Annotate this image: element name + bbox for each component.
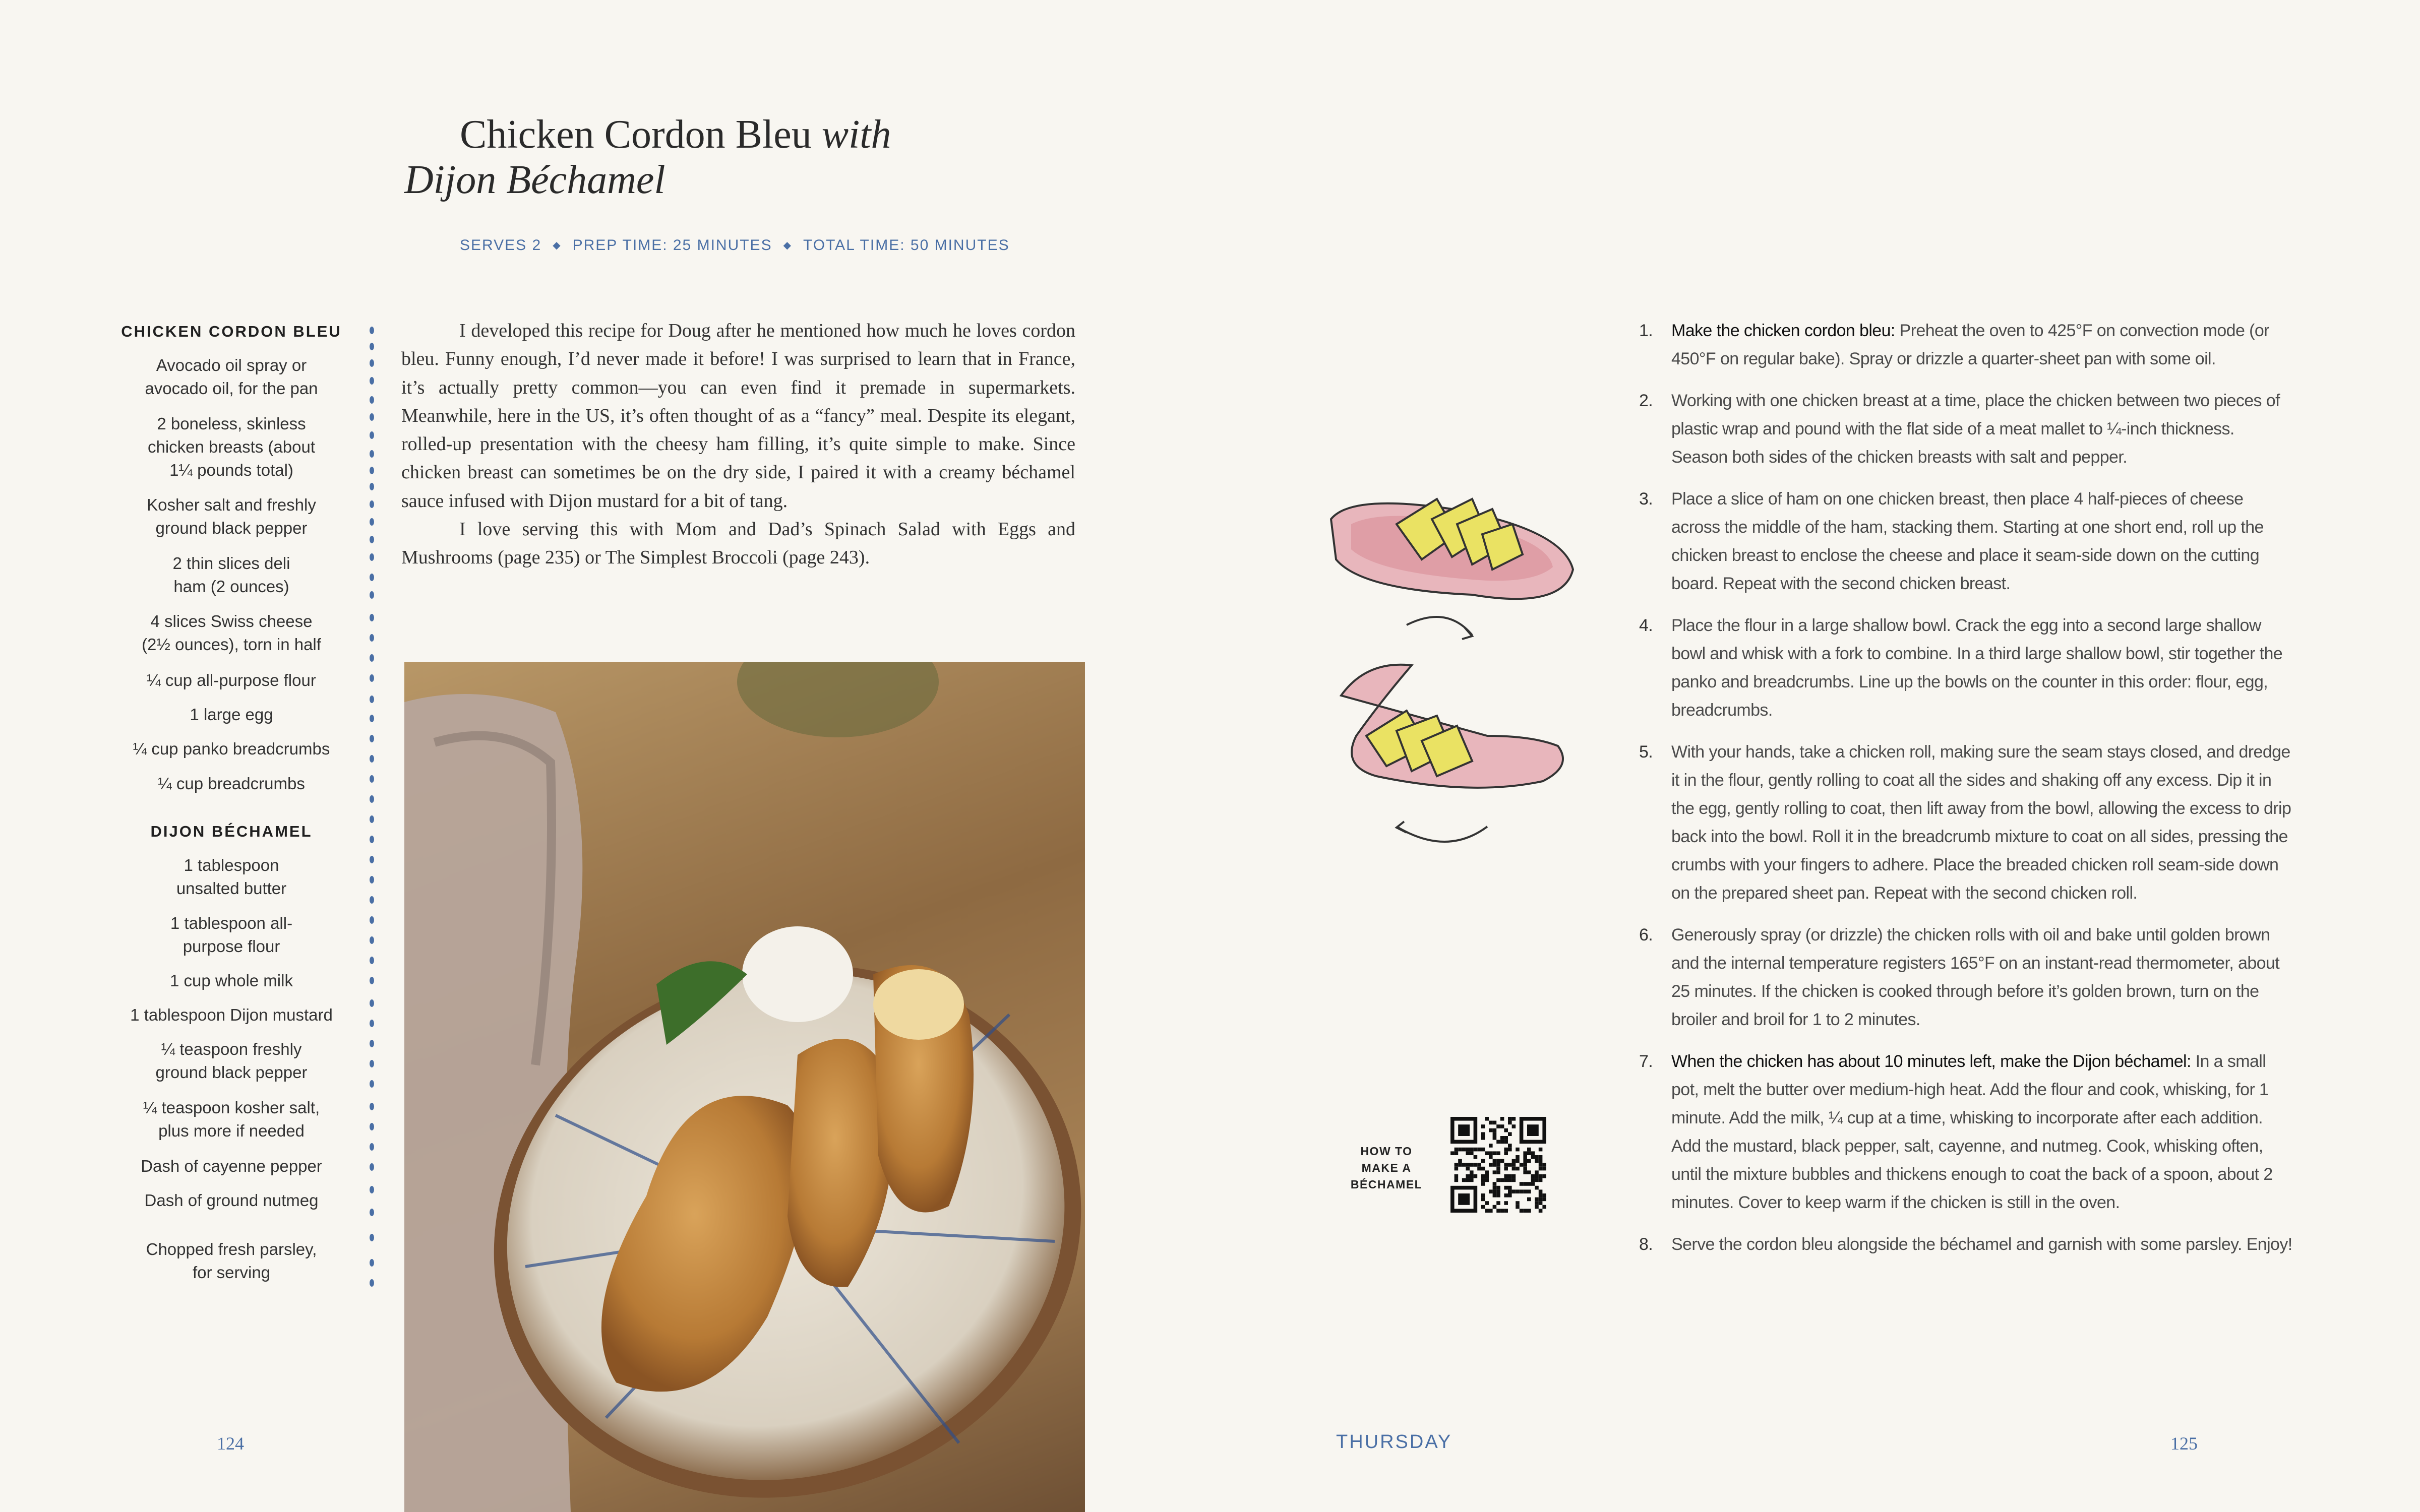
- method-step: [1639, 1047, 2294, 1217]
- ingredient-line: ground black pepper: [155, 519, 308, 537]
- dot-divider-icon: [370, 450, 374, 458]
- dot-divider-icon: [370, 1234, 374, 1241]
- dot-divider-icon: [370, 1040, 374, 1047]
- qr-label-line: HOW TO: [1360, 1145, 1413, 1158]
- dot-divider-icon: [370, 1020, 374, 1027]
- ingredient-line: Dash of cayenne pepper: [141, 1157, 322, 1175]
- dot-divider-icon: [370, 500, 374, 508]
- step-number: 1.: [1639, 321, 1653, 340]
- ingredient-line: 1 cup whole milk: [170, 971, 293, 990]
- dot-divider-icon: [370, 957, 374, 964]
- method-step: [1639, 611, 2294, 724]
- step-lead: Make the chicken cordon bleu:: [1671, 321, 1895, 340]
- dot-divider-icon: [370, 536, 374, 543]
- dot-divider-icon: [370, 1080, 374, 1088]
- intro-paragraph: I love serving this with Mom and Dad’s Spinach Salad with Eggs and Mushrooms (page 235) or The Simplest Broccoli (page 243).: [401, 519, 1075, 569]
- dot-divider-icon: [370, 634, 374, 642]
- dot-divider-icon: [370, 518, 374, 526]
- ingredient-line: ¼ cup breadcrumbs: [158, 774, 305, 793]
- ingredient-line: Kosher salt and freshly: [147, 495, 316, 514]
- ingredient-item: [100, 354, 362, 400]
- dot-divider-icon: [370, 396, 374, 404]
- dot-divider-icon: [370, 815, 374, 823]
- separator-icon: ◆: [783, 240, 792, 251]
- ingredient-line: for serving: [192, 1263, 271, 1282]
- dot-divider-icon: [370, 1259, 374, 1267]
- ingredient-section-heading: DIJON BÉCHAMEL: [150, 823, 313, 840]
- dot-divider-icon: [370, 775, 374, 783]
- rolling-illustration: [1321, 474, 1583, 907]
- step-text: Place a slice of ham on one chicken breast, then place 4 half-pieces of cheese across the middle of the ham, stacking them. Starting at one short end, roll up the chicken breast to enclose the cheese and place it seam-side down on the cutting board. Repeat with the second chicken breast.: [1671, 489, 2264, 593]
- step-lead: When the chicken has about 10 minutes left, make the Dijon béchamel:: [1671, 1052, 2191, 1071]
- ingredient-line: Chopped fresh parsley,: [146, 1240, 317, 1258]
- method-step: [1639, 387, 2294, 471]
- qr-code[interactable]: [1450, 1117, 1546, 1213]
- dot-divider-icon: [370, 936, 374, 944]
- ingredient-line: ground black pepper: [155, 1063, 308, 1082]
- method-step: [1639, 485, 2294, 598]
- ingredient-line: 1 large egg: [190, 705, 273, 724]
- dot-divider-icon: [370, 916, 374, 924]
- step-number: 4.: [1639, 616, 1653, 635]
- step-text: Place the flour in a large shallow bowl. Crack the egg into a second large shallow bowl and whisk with a fork to combine. In a third large shallow bowl, stir together the panko and breadcrumbs. Line up the bowls on the counter in this order: flour, egg, breadcrumbs.: [1671, 616, 2283, 720]
- dot-divider-icon: [370, 327, 374, 334]
- dot-divider-icon: [370, 483, 374, 490]
- ingredient-item: [100, 1038, 362, 1084]
- ingredient-item: [100, 669, 362, 692]
- page-number-right: 125: [2170, 1433, 2198, 1454]
- ingredient-line: ¼ teaspoon freshly: [161, 1040, 302, 1058]
- dot-divider-icon: [370, 977, 374, 984]
- serves: SERVES 2: [460, 237, 542, 254]
- dot-divider-icon: [370, 343, 374, 350]
- step-text: Generously spray (or drizzle) the chicken rolls with oil and bake until golden brown and the internal temperature registers 165°F on an instant-read thermometer, about 25 minutes. If the chicken is cooked through before it’s golden brown, turn on the broiler and broil for 1 to 2 minutes.: [1671, 925, 2280, 1029]
- ingredient-item: [100, 772, 362, 795]
- ingredient-line: ¼ teaspoon kosher salt,: [143, 1098, 320, 1117]
- dot-divider-icon: [370, 856, 374, 863]
- step-number: 7.: [1639, 1052, 1653, 1071]
- ingredient-item: [100, 1238, 362, 1284]
- dot-divider-icon: [370, 431, 374, 439]
- ingredient-item: [100, 1189, 362, 1212]
- title-main: Chicken Cordon Bleu: [460, 112, 812, 157]
- ingredient-line: plus more if needed: [158, 1121, 305, 1140]
- ingredient-line: chicken breasts (about: [147, 437, 315, 456]
- dot-divider-icon: [370, 735, 374, 742]
- dot-divider-icon: [370, 999, 374, 1007]
- dot-divider-icon: [370, 413, 374, 421]
- dot-divider-icon: [370, 359, 374, 367]
- step-number: 3.: [1639, 489, 1653, 509]
- ingredient-line: (2½ ounces), torn in half: [142, 635, 321, 654]
- ingredient-line: unsalted butter: [176, 879, 287, 898]
- ingredient-line: 1 tablespoon: [184, 856, 279, 874]
- ingredient-line: 2 thin slices deli: [172, 554, 290, 573]
- ingredient-line: purpose flour: [183, 937, 280, 956]
- dot-divider-icon: [370, 1103, 374, 1110]
- dot-divider-icon: [370, 755, 374, 763]
- dot-divider-icon: [370, 591, 374, 599]
- ingredient-line: avocado oil, for the pan: [145, 379, 318, 398]
- ingredient-item: [100, 737, 362, 761]
- ingredient-line: ¼ cup panko breadcrumbs: [133, 739, 330, 758]
- ingredient-item: [100, 493, 362, 540]
- dot-divider-icon: [370, 795, 374, 803]
- ingredient-item: [100, 969, 362, 992]
- dot-divider-icon: [370, 574, 374, 581]
- ingredient-line: ham (2 ounces): [173, 577, 289, 596]
- qr-label: [1341, 1143, 1432, 1193]
- ingredient-item: [100, 412, 362, 482]
- dot-divider-icon: [370, 1186, 374, 1193]
- step-text: In a small pot, melt the butter over medium-high heat. Add the flour and cook, whisking, for 1 minute. Add the milk, ¼ cup at a time, whisking to incorporate after each addition. Add the mustard, black pepper, salt, cayenne, and nutmeg. Cook, whisking often, until the mixture bubbles and thickens enough to coat the back of a spoon, about 2 minutes. Cover to keep warm if the chicken is still in the oven.: [1671, 1052, 2273, 1212]
- step-number: 5.: [1639, 742, 1653, 762]
- method-steps: [1639, 317, 2294, 1272]
- ingredient-line: 1 tablespoon all-: [170, 914, 293, 932]
- recipe-title-line1: [460, 112, 891, 157]
- dot-divider-icon: [370, 896, 374, 904]
- dot-divider-icon: [370, 1279, 374, 1287]
- total-time: TOTAL TIME: 50 MINUTES: [803, 237, 1010, 254]
- page-number-left: 124: [217, 1433, 244, 1454]
- dot-divider-icon: [370, 1060, 374, 1067]
- dot-divider-icon: [370, 1123, 374, 1130]
- ingredient-line: Avocado oil spray or: [156, 356, 307, 374]
- dot-divider-icon: [370, 654, 374, 662]
- ingredient-line: 1 tablespoon Dijon mustard: [130, 1005, 333, 1024]
- dish-photo: [404, 662, 1085, 1512]
- step-number: 2.: [1639, 391, 1653, 410]
- dot-divider-icon: [370, 1209, 374, 1216]
- ingredient-section-heading: CHICKEN CORDON BLEU: [121, 323, 342, 340]
- running-head: THURSDAY: [1336, 1431, 1453, 1453]
- ingredient-line: 4 slices Swiss cheese: [150, 612, 313, 631]
- method-step: [1639, 317, 2294, 373]
- intro-paragraph: I developed this recipe for Doug after he mentioned how much he loves cordon bleu. Funny enough, I’d never made it before! I was surprised to learn that in France, it’s actually pretty common—you can even find it premade in supermarkets. Meanwhile, here in the US, it’s often thought of as a “fancy” meal. Despite its elegant, rolled-up presentation with the cheesy ham filling, it’s quite simple to make. Since chicken breast can sometimes be on the dry side, I paired it with a creamy béchamel sauce infused with Dijon mustard for a bit of tang.: [401, 320, 1075, 512]
- qr-label-line: BÉCHAMEL: [1350, 1178, 1423, 1191]
- ingredient-item: [100, 552, 362, 598]
- ingredient-line: 2 boneless, skinless: [157, 414, 306, 433]
- step-text: Preheat the oven to 425°F on convection mode (or 450°F on regular bake). Spray or drizzle a quarter-sheet pan with some oil.: [1671, 321, 2269, 368]
- dot-divider-icon: [370, 696, 374, 703]
- step-text: With your hands, take a chicken roll, making sure the seam stays closed, and dredge it in the flour, gently rolling to coat all the sides and shaking off any excess. Dip it in the egg, gently rolling to coat, then lift away from the bowl, allowing the excess to drip back into the bowl. Roll it in the breadcrumb mixture to coat on all sides, pressing the crumbs with your fingers to adhere. Place the breaded chicken roll seam-side down on the prepared sheet pan. Repeat with the second chicken roll.: [1671, 742, 2291, 903]
- dot-divider-icon: [370, 377, 374, 385]
- ingredient-item: [100, 854, 362, 900]
- step-text: Serve the cordon bleu alongside the béchamel and garnish with some parsley. Enjoy!: [1671, 1235, 2292, 1254]
- dot-divider-icon: [370, 876, 374, 884]
- title-italic: with: [821, 112, 891, 157]
- dot-divider-icon: [370, 614, 374, 621]
- ingredient-item: [100, 912, 362, 958]
- method-step: [1639, 921, 2294, 1034]
- prep-time: PREP TIME: 25 MINUTES: [572, 237, 772, 254]
- ingredient-line: Dash of ground nutmeg: [144, 1191, 319, 1210]
- ingredient-item: [100, 703, 362, 726]
- recipe-meta: [460, 237, 1010, 254]
- ingredient-item: [100, 1155, 362, 1178]
- ingredient-line: 1¼ pounds total): [169, 461, 293, 479]
- ingredient-line: ¼ cup all-purpose flour: [147, 671, 316, 689]
- dot-divider-icon: [370, 1163, 374, 1171]
- method-step: [1639, 1230, 2294, 1258]
- ingredient-item: [100, 1003, 362, 1027]
- step-number: 6.: [1639, 925, 1653, 944]
- dot-divider-icon: [370, 467, 374, 474]
- dot-divider-icon: [370, 674, 374, 682]
- dot-divider-icon: [370, 715, 374, 722]
- recipe-title-line2: Dijon Béchamel: [404, 158, 666, 202]
- recipe-intro: [401, 317, 1075, 572]
- qr-label-line: MAKE A: [1361, 1161, 1412, 1174]
- ingredient-item: [100, 610, 362, 656]
- step-text: Working with one chicken breast at a time, place the chicken between two pieces of plastic wrap and pound with the flat side of a meat mallet to ¼-inch thickness. Season both sides of the chicken breasts with salt and pepper.: [1671, 391, 2280, 467]
- separator-icon: ◆: [553, 240, 562, 251]
- method-step: [1639, 738, 2294, 907]
- dot-divider-icon: [370, 1143, 374, 1151]
- dot-divider-icon: [370, 553, 374, 561]
- ingredient-item: [100, 1096, 362, 1143]
- dot-divider-icon: [370, 836, 374, 843]
- step-number: 8.: [1639, 1235, 1653, 1254]
